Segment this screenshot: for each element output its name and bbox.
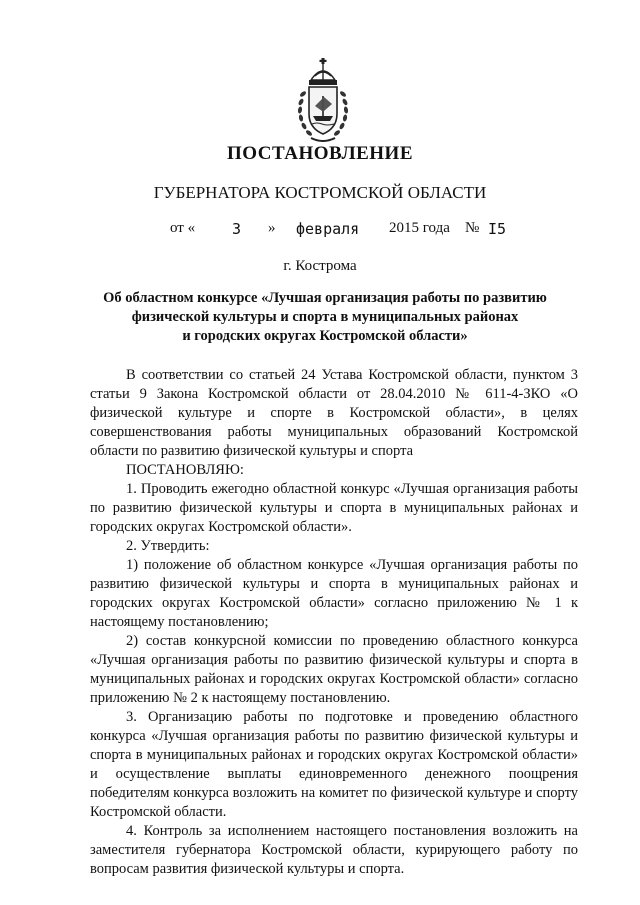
coat-of-arms-emblem (295, 58, 351, 144)
date-year: 2015 года (389, 220, 450, 236)
resolution-heading (90, 289, 560, 346)
document-title: ПОСТАНОВЛЕНИЕ (226, 143, 414, 164)
number-label: № (465, 220, 480, 236)
date-close-quote: » (268, 220, 276, 236)
date-line (0, 220, 640, 244)
date-month: февраля (296, 220, 360, 238)
city-name: г. Кострома (283, 258, 357, 274)
heading-line-2: физической культуры и спорта в муниципальных районах (131, 309, 519, 325)
intro-paragraph: В соответствии со статьей 24 Устава Костромской области, пунктом 3 статьи 9 Закона Костромской области от 28.04.2010 № 611-4-ЗКО «О физической культуре и спорте в Костромской области», в целях совершенствования работы муниципальных образований Костромской области по развитию физической культуры и спорта (90, 367, 578, 459)
date-prefix: от « (170, 220, 196, 236)
item-2-1-paragraph: 1) положение об областном конкурсе «Лучшая организация работы по развитию физической культуры и спорта в муниципальных районах и городских округах Костромской области» согласно приложению № 1 к настоящему постановлению; (90, 557, 578, 630)
resolve-paragraph: ПОСТАНОВЛЯЮ: (126, 462, 244, 478)
heading-line-3: и городских округах Костромской области» (182, 328, 468, 344)
document-number: I5 (488, 220, 507, 238)
item-4-paragraph: 4. Контроль за исполнением настоящего постановления возложить на заместителя губернатора Костромской области, курирующего работу по вопросам развития физической культуры и спорта. (90, 823, 578, 877)
document-subtitle: ГУБЕРНАТОРА КОСТРОМСКОЙ ОБЛАСТИ (153, 183, 487, 202)
heading-line-1: Об областном конкурсе «Лучшая организация работы по развитию (103, 290, 547, 306)
item-1-paragraph: 1. Проводить ежегодно областной конкурс «Лучшая организация работы по развитию физической культуры и спорта в муниципальных районах и городских округах Костромской области». (90, 481, 578, 535)
item-2-2-paragraph: 2) состав конкурсной комиссии по проведению областного конкурса «Лучшая организация работы по развитию физической культуры и спорта в муниципальных районах и городских округах Костромской области» согласно приложению № 2 к настоящему постановлению. (90, 633, 578, 706)
date-day: 3 (232, 220, 242, 238)
item-3-paragraph: 3. Организацию работы по подготовке и проведению областного конкурса «Лучшая организация работы по развитию физической культуры и спорта в муниципальных районах и городских округах Костромской области» и осуществление выплаты единовременного денежного поощрения победителям конкурса возложить на комитет по физической культуре и спорту Костромской области. (90, 709, 578, 820)
document-body (90, 366, 578, 879)
item-2-paragraph: 2. Утвердить: (126, 538, 210, 554)
